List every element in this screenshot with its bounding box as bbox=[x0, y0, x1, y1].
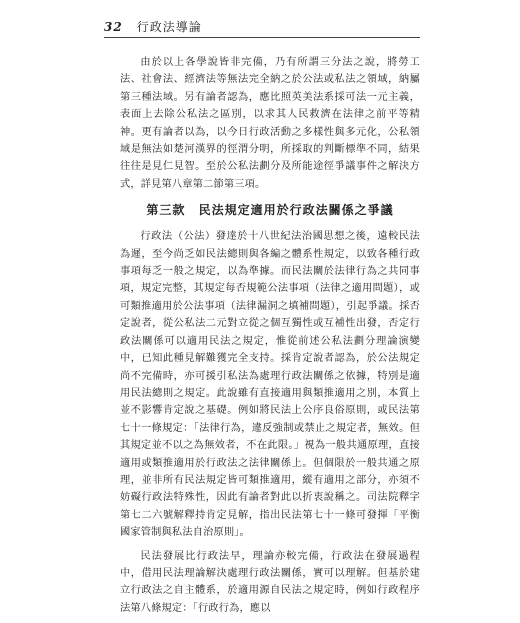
header-rule bbox=[104, 37, 420, 38]
section-number: 第三款 bbox=[146, 203, 186, 218]
book-title: 行政法導論 bbox=[136, 20, 202, 34]
running-header bbox=[104, 18, 202, 35]
section-heading bbox=[120, 201, 420, 218]
paragraph: 由於以上各學說皆非完備，乃有所謂三分法之說，將勞工法、社會法、經濟法等無法完全納之於公法或私法之領域，納屬第三種法域。另有論者認為，應比照英美法系採可法一元主義，表面上去除公私法之區別，以求其人民救濟在法律之前平等精神。更有論者以為，以今日行政活動之多樣性與多元化，公私領域是無法如楚河漢界的徑渭分明，所採取的判斷標準不同，結果往往是見仁見智。至於公私法劃分及所能途徑爭議事件之解決方式，詳見第八章第二節第三項。 bbox=[120, 57, 420, 190]
page-body bbox=[120, 54, 420, 623]
section-title: 民法規定適用於行政法關係之爭議 bbox=[198, 203, 394, 218]
page-number: 32 bbox=[104, 19, 123, 34]
paragraph: 民法發展比行政法早，理論亦較完備，行政法在發展過程中，借用民法理論解決處理行政法關係，實可以理解。但基於建立行政法之自主體系，於適用源自民法之規定時，例如行政程序法第八條規定：「行政行為，應以 bbox=[120, 550, 420, 614]
paragraph: 行政法（公法）發達於十八世紀法治國思想之後，遠較民法為遲，至今尚乏如民法總則與各編之體系性規定，以致各種行政事項每乏一般之規定，以為準據。而民法關於法律行為之共同事項，規定完整，其規定每否規範公法事項（法律之適用問題），或可類推適用於公法事項（法律漏洞之填補問題），引起爭議。採否定說者，從公私法二元對立從之個互獨性或互補性出發，否定行政法關係可以適用民法之規定，惟從前述公私法劃分理論演變中，已知此種見解難獲完全支持。採肯定說者認為，於公法規定尚不完備時，亦可援引私法為處理行政法關係之依據，特別是適用民法總則之規定。此說雖有直接適用與類推適用之別，本質上並不影響肯定說之基礎。例如將民法上公序良俗原則，或民法第七十一條規定：「法律行為，違反強制或禁止之規定者，無效。但其規定並不以之為無效者，不在此限。」視為一般共通原理，直接適用或類推適用於行政法之法律關係上。但個限於一般共通之原理，並非所有民法規定皆可類推適用，縱有適用之部分，亦須不妨礙行政法特殊性，因此有論者對此以折衷說稱之。司法院釋字第七二六號解釋持肯定見解，指出民法第七十一條可發揮「平衡國家管制與私法自治原則」。 bbox=[120, 231, 420, 539]
